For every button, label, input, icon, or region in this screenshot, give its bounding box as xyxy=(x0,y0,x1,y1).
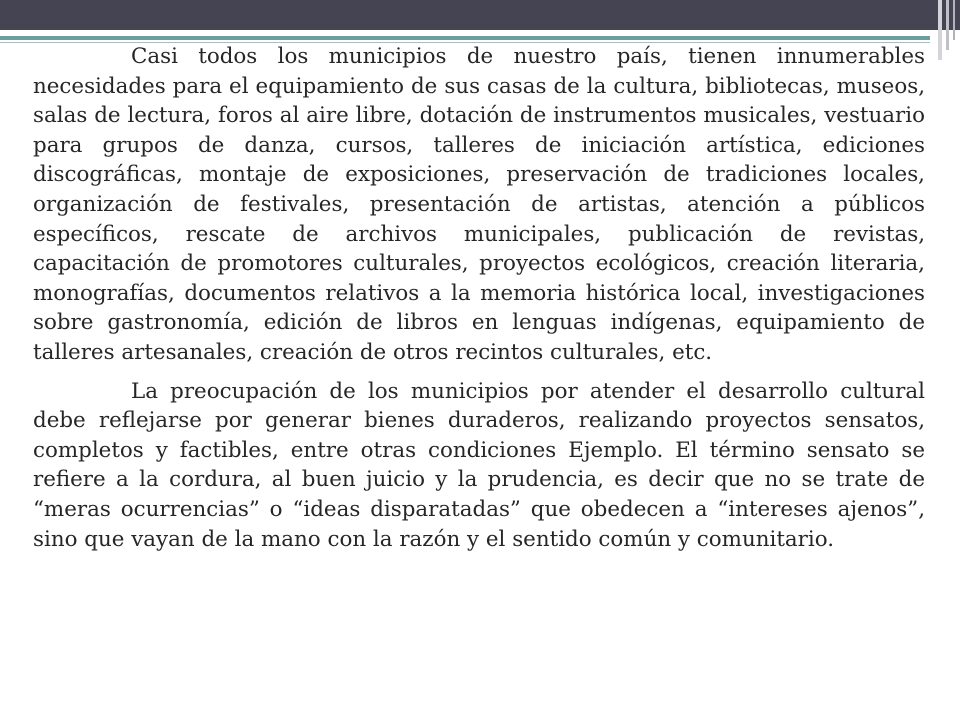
corner-stripe xyxy=(946,0,949,50)
paragraph-municipal-needs: Casi todos los municipios de nuestro país, tienen innumerables necesidades para el equipamiento de sus casas de la cultura, bibliotecas, museos, salas de lectura, foros al aire libre, dotación de instrumentos musicales, vestuario para grupos de danza, cursos, talleres de iniciación artística, ediciones discográficas, montaje de exposiciones, preservación de tradiciones locales, organización de festivales, presentación de artistas, atención a públicos específicos, rescate de archivos municipales, publicación de revistas, capacitación de promotores culturales, proyectos ecológicos, creación literaria, monografías, documentos relativos a la memoria histórica local, investigaciones sobre gastronomía, edición de libros en lenguas indígenas, equipamiento de talleres artesanales, creación de otros recintos culturales, etc. xyxy=(33,44,925,365)
corner-decoration xyxy=(930,0,960,60)
header-bar xyxy=(0,0,960,30)
accent-line xyxy=(0,36,930,40)
corner-stripe xyxy=(953,0,955,40)
paragraph-cultural-development: La preocupación de los municipios por atender el desarrollo cultural debe reflejarse por generar bienes duraderos, realizando proyectos sensatos, completos y factibles, entre otras condiciones Ejemplo. El término sensato se refiere a la cordura, al buen juicio y la prudencia, es decir que no se trate de “meras ocurrencias” o “ideas disparatadas” que obedecen a “intereses ajenos”, sino que vayan de la mano con la razón y el sentido común y comunitario. xyxy=(33,378,925,552)
corner-stripe xyxy=(938,0,942,60)
slide-body xyxy=(33,42,925,563)
